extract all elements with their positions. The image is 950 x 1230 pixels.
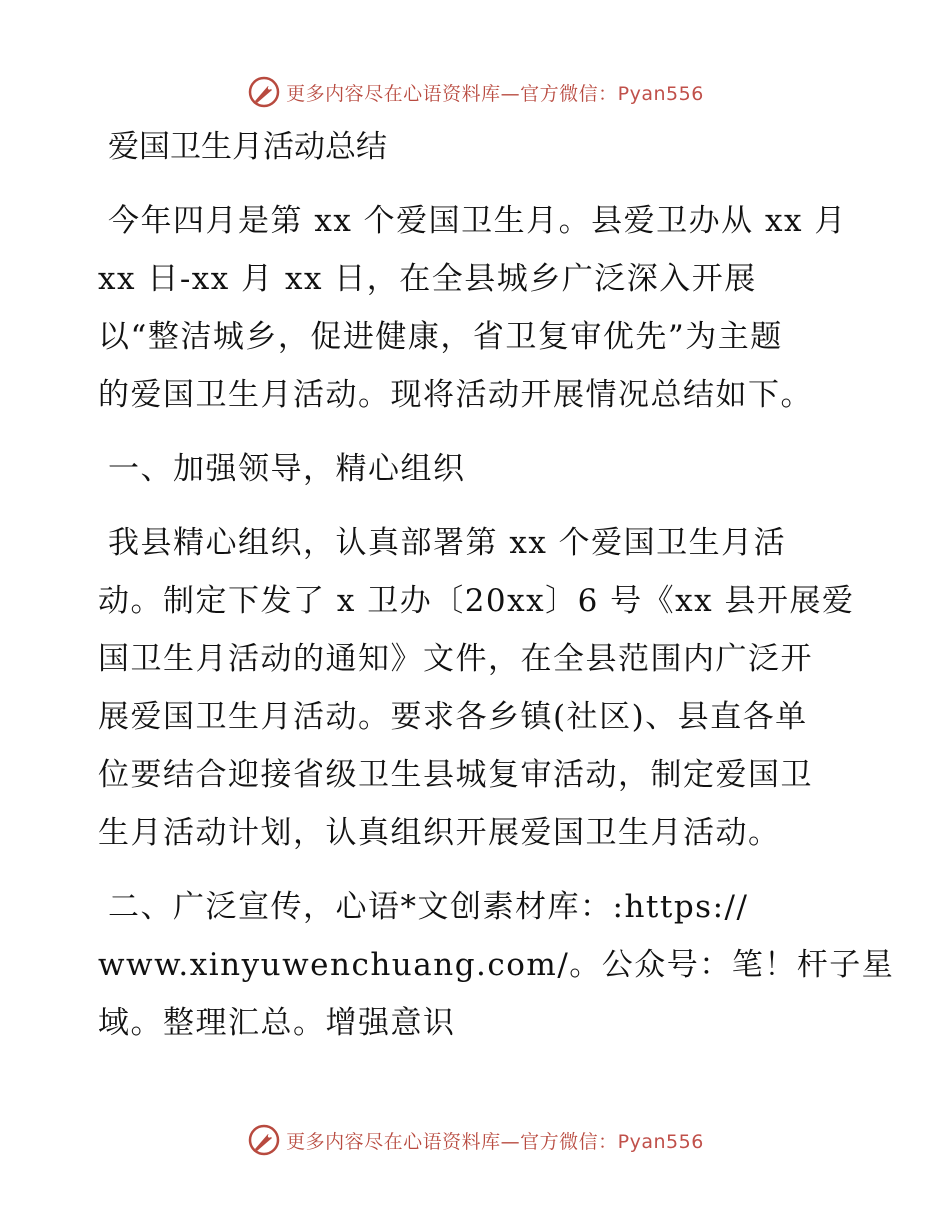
- section-heading-1: 一、加强领导，精心组织: [108, 451, 466, 487]
- footer-watermark: [0, 1120, 950, 1160]
- section-heading-2: 二、广泛宣传，心语*文创素材库：:https://: [108, 889, 749, 925]
- watermark-code: Pyan556: [617, 82, 704, 105]
- document-title: 爱国卫生月活动总结: [108, 129, 387, 165]
- text-line: 的爱国卫生月活动。现将活动开展情况总结如下。: [98, 377, 813, 413]
- text-line: 动。制定下发了 x 卫办〔20xx〕6 号《xx 县开展爱: [98, 583, 855, 619]
- header-watermark: [0, 72, 950, 112]
- watermark-code: Pyan556: [617, 1130, 704, 1153]
- text-line: 位要结合迎接省级卫生县城复审活动，制定爱国卫: [98, 757, 813, 793]
- text-line: 展爱国卫生月活动。要求各乡镇(社区)、县直各单: [98, 699, 808, 735]
- text-line: www.xinyuwenchuang.com/。公众号：笔！杆子星: [98, 947, 895, 983]
- text-line: 我县精心组织，认真部署第 xx 个爱国卫生月活: [108, 525, 787, 561]
- text-line: 域。整理汇总。增强意识: [98, 1005, 456, 1041]
- intro-paragraph: [98, 192, 858, 424]
- text-line: xx 日-xx 月 xx 日，在全县城乡广泛深入开展: [98, 261, 757, 297]
- text-line: 以“整洁城乡，促进健康，省卫复审优先”为主题: [98, 319, 783, 355]
- text-line: 生月活动计划，认真组织开展爱国卫生月活动。: [98, 815, 781, 851]
- section2-paragraph: [98, 878, 895, 1052]
- text-line: 国卫生月活动的通知》文件，在全县范围内广泛开: [98, 641, 813, 677]
- pen-nib-logo-icon: [246, 74, 282, 110]
- document-body: [98, 118, 895, 1068]
- section1-paragraph: [98, 514, 858, 862]
- text-line: 今年四月是第 xx 个爱国卫生月。县爱卫办从 xx 月: [108, 203, 847, 239]
- watermark-text: 更多内容尽在心语资料库—官方微信：Pyan556: [286, 1130, 704, 1153]
- pen-nib-logo-icon: [246, 1122, 282, 1158]
- watermark-text: 更多内容尽在心语资料库—官方微信：Pyan556: [286, 82, 704, 105]
